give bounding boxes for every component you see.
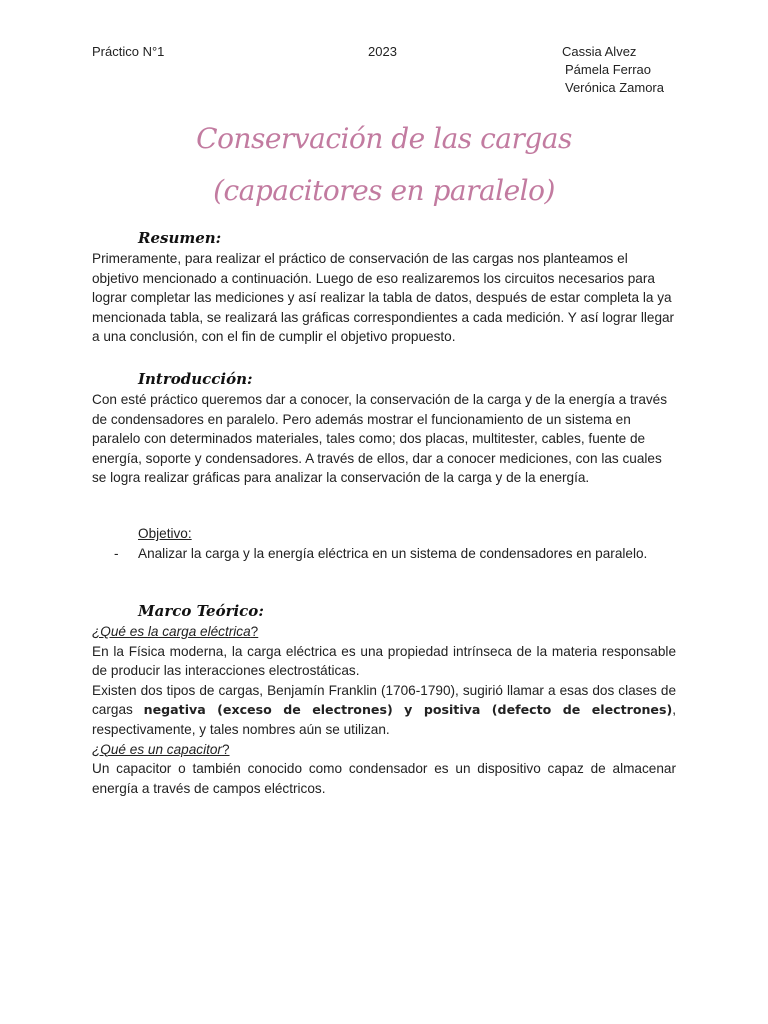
authors: [562, 43, 664, 97]
tipos-cargas-c: , respectivamente, y tales nombres aún se utilizan.: [92, 702, 677, 737]
tipos-cargas: [92, 681, 676, 740]
bullet-dash: -: [114, 546, 119, 561]
objetivo-item: [92, 544, 676, 564]
document-title: [0, 113, 768, 217]
carga-definition: En la Física moderna, la carga eléctrica es una propiedad intrínseca de la materia responsable de producir las interacciones electrostáticas.: [92, 643, 676, 679]
author-1: Cassia Alvez: [562, 44, 637, 59]
question-capacitor-mark: ?: [221, 741, 230, 757]
author-3: Verónica Zamora: [565, 80, 664, 95]
year: 2023: [368, 44, 397, 59]
introduccion-body: Con esté práctico queremos dar a conocer, la conservación de la carga y de la energía a través de condensadores en paralelo. Pero además mostrar el funcionamiento de un sistema en paralelo con determinados materiales, tales como; dos placas, multitester, cables, fuente de energía, soporte y condensadores. A través de ellos, dar a conocer mediciones, con las cuales se logra realizar gráficas para analizar la conservación de la carga y de la energía.: [92, 392, 668, 486]
tipos-cargas-a: Existen dos tipos de cargas, Benjamín Franklin (1706-1790), sugirió llamar a esas dos clases de cargas: [92, 682, 676, 718]
resumen-section: [92, 227, 676, 347]
introduccion-heading: Introducción:: [138, 370, 253, 388]
author-2: Pámela Ferrao: [565, 62, 651, 77]
resumen-heading: Resumen:: [138, 229, 222, 247]
objetivo-section: [92, 524, 676, 564]
objetivo-text: Analizar la carga y la energía eléctrica en un sistema de condensadores en paralelo.: [138, 546, 648, 561]
objetivo-label: Objetivo:: [138, 526, 192, 541]
title-line-2: (capacitores en paralelo): [213, 174, 555, 207]
capacitor-definition: Un capacitor o también conocido como condensador es un dispositivo capaz de almacenar energía a través de campos eléctricos.: [92, 761, 676, 796]
question-carga-text: ¿Qué es la carga eléctrica: [92, 624, 251, 639]
resumen-body: Primeramente, para realizar el práctico de conservación de las cargas nos planteamos el objetivo mencionado a continuación. Luego de eso realizaremos los circuitos necesarios para lograr completar las mediciones y así realizar la tabla de datos, después de estar completa la ya mencionada tabla, se realizará las gráficas correspondientes a cada medición. Y así lograr llegar a una conclusión, con el fin de cumplir el objetivo propuesto.: [92, 251, 675, 345]
title-line-1: Conservación de las cargas: [196, 122, 572, 155]
question-carga-mark: ?: [250, 624, 259, 639]
question-capacitor-text: ¿Qué es un capacitor: [92, 741, 222, 757]
question-capacitor: [92, 740, 676, 760]
marco-section: [92, 600, 676, 798]
marco-heading: Marco Teórico:: [138, 602, 264, 620]
tipos-cargas-bold: negativa (exceso de electrones) y positiva (defecto de electrones): [143, 702, 673, 718]
introduccion-section: [92, 368, 676, 488]
question-carga: [92, 622, 676, 642]
practice-number: Práctico N°1: [92, 44, 165, 59]
